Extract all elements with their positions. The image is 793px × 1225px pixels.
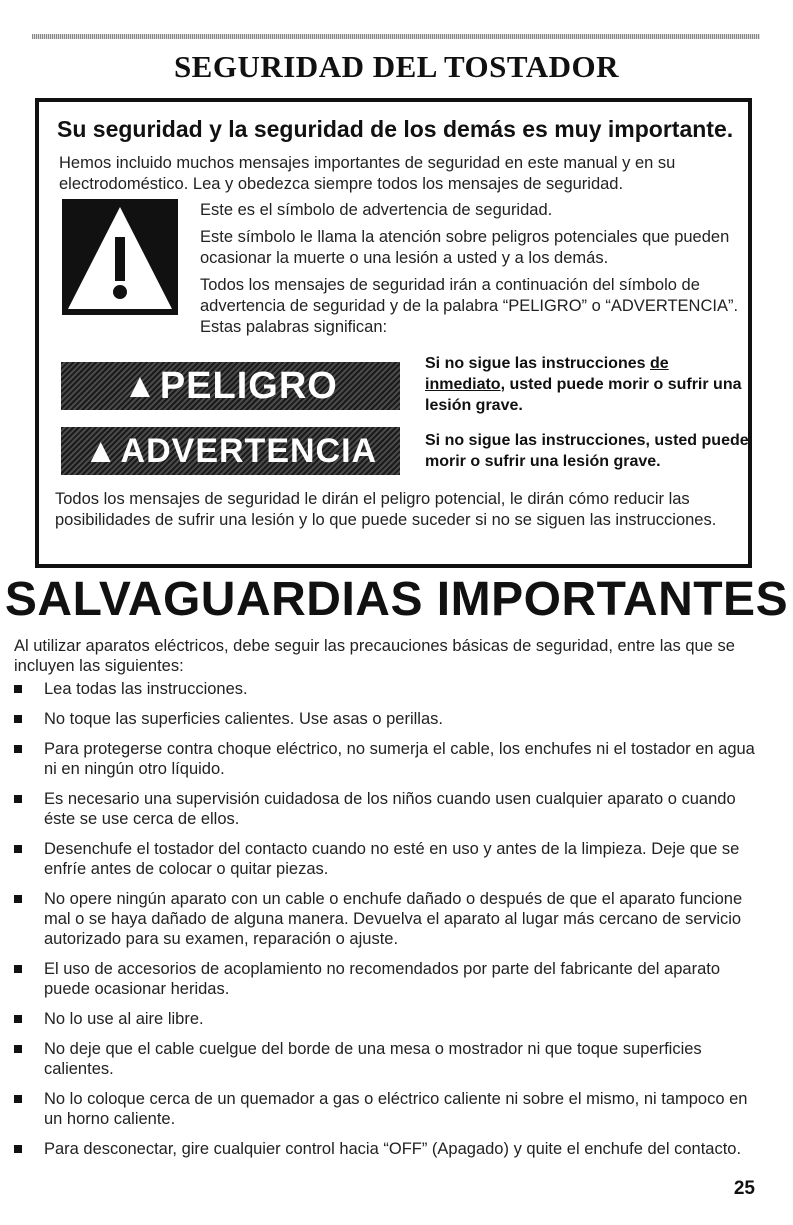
- list-item: Lea todas las instrucciones.: [14, 679, 769, 699]
- list-item: Es necesario una supervisión cuidadosa de los niños cuando usen cualquier aparato o cuando éste se use cerca de ellos.: [14, 789, 769, 829]
- list-item: No opere ningún aparato con un cable o enchufe dañado o después de que el aparato funcione mal o se haya dañado de alguna manera. Devuelva el aparato al lugar más cercano de servicio autorizado para su examen, reparación o ajuste.: [14, 889, 769, 949]
- peligro-banner: [61, 362, 400, 410]
- section-title: SEGURIDAD DEL TOSTADOR: [173, 49, 620, 84]
- bullet-icon: [14, 895, 22, 903]
- safety-intro: Hemos incluido muchos mensajes importantes de seguridad en este manual y en su electrodoméstico. Lea y obedezca siempre todos los mensajes de seguridad.: [59, 154, 676, 193]
- list-item: Desenchufe el tostador del contacto cuando no esté en uso y antes de la limpieza. Deje que se enfríe antes de colocar o quitar piezas.: [14, 839, 769, 879]
- list-item: Para desconectar, gire cualquier control hacia “OFF” (Apagado) y quite el enchufe del contacto.: [14, 1139, 769, 1159]
- bullet-icon: [14, 1015, 22, 1023]
- bullet-icon: [14, 965, 22, 973]
- warning-symbol-icon: ▲: [83, 431, 119, 470]
- peligro-label: PELIGRO: [159, 364, 338, 407]
- symbol-text-1: Este es el símbolo de advertencia de seguridad.: [200, 201, 553, 219]
- warning-triangle-icon: [62, 199, 178, 315]
- list-item: Para protegerse contra choque eléctrico, no sumerja el cable, los enchufes ni el tostador en agua ni en ningún otro líquido.: [14, 739, 769, 779]
- safeguards-intro: Al utilizar aparatos eléctricos, debe seguir las precauciones básicas de seguridad, entre las que se incluyen las siguientes:: [14, 637, 735, 675]
- list-item: El uso de accesorios de acoplamiento no recomendados por parte del fabricante del aparato puede ocasionar heridas.: [14, 959, 769, 999]
- bullet-icon: [14, 685, 22, 693]
- safety-footer: Todos los mensajes de seguridad le dirán el peligro potencial, le dirán cómo reducir las posibilidades de sufrir una lesión y lo que puede suceder si no se siguen las instrucciones.: [55, 490, 717, 529]
- safeguards-title: SALVAGUARDIAS IMPORTANTES: [4, 573, 789, 626]
- list-item: No deje que el cable cuelgue del borde de una mesa o mostrador ni que toque superficies calientes.: [14, 1039, 769, 1079]
- list-item: No lo coloque cerca de un quemador a gas o eléctrico caliente ni sobre el mismo, ni tampoco en un horno caliente.: [14, 1089, 769, 1129]
- page-number: 25: [733, 1178, 755, 1199]
- symbol-text-2: Este símbolo le llama la atención sobre peligros potenciales que pueden ocasionar la muerte o una lesión a usted y a los demás.: [200, 228, 730, 267]
- safety-box-heading: Su seguridad y la seguridad de los demás es muy importante.: [57, 116, 734, 142]
- advertencia-banner: [61, 427, 400, 475]
- warning-symbol-icon: ▲: [123, 366, 158, 405]
- bullet-icon: [14, 715, 22, 723]
- list-item: No lo use al aire libre.: [14, 1009, 769, 1029]
- top-divider: [32, 34, 760, 39]
- advertencia-text: Si no sigue las instrucciones, usted puede morir o sufrir una lesión grave.: [425, 432, 749, 470]
- advertencia-label: ADVERTENCIA: [120, 431, 378, 470]
- bullet-icon: [14, 1095, 22, 1103]
- list-item: No toque las superficies calientes. Use asas o perillas.: [14, 709, 769, 729]
- peligro-text: Si no sigue las instrucciones de inmediato, usted puede morir o sufrir una lesión grave.: [425, 355, 742, 414]
- bullet-icon: [14, 745, 22, 753]
- bullet-icon: [14, 1145, 22, 1153]
- bullet-icon: [14, 1045, 22, 1053]
- bullet-icon: [14, 795, 22, 803]
- bullet-icon: [14, 845, 22, 853]
- symbol-text-3: Todos los mensajes de seguridad irán a continuación del símbolo de advertencia de seguridad y de la palabra “PELIGRO” o “ADVERTENCIA”. Estas palabras significan:: [200, 276, 739, 336]
- safeguards-list: [14, 679, 769, 1169]
